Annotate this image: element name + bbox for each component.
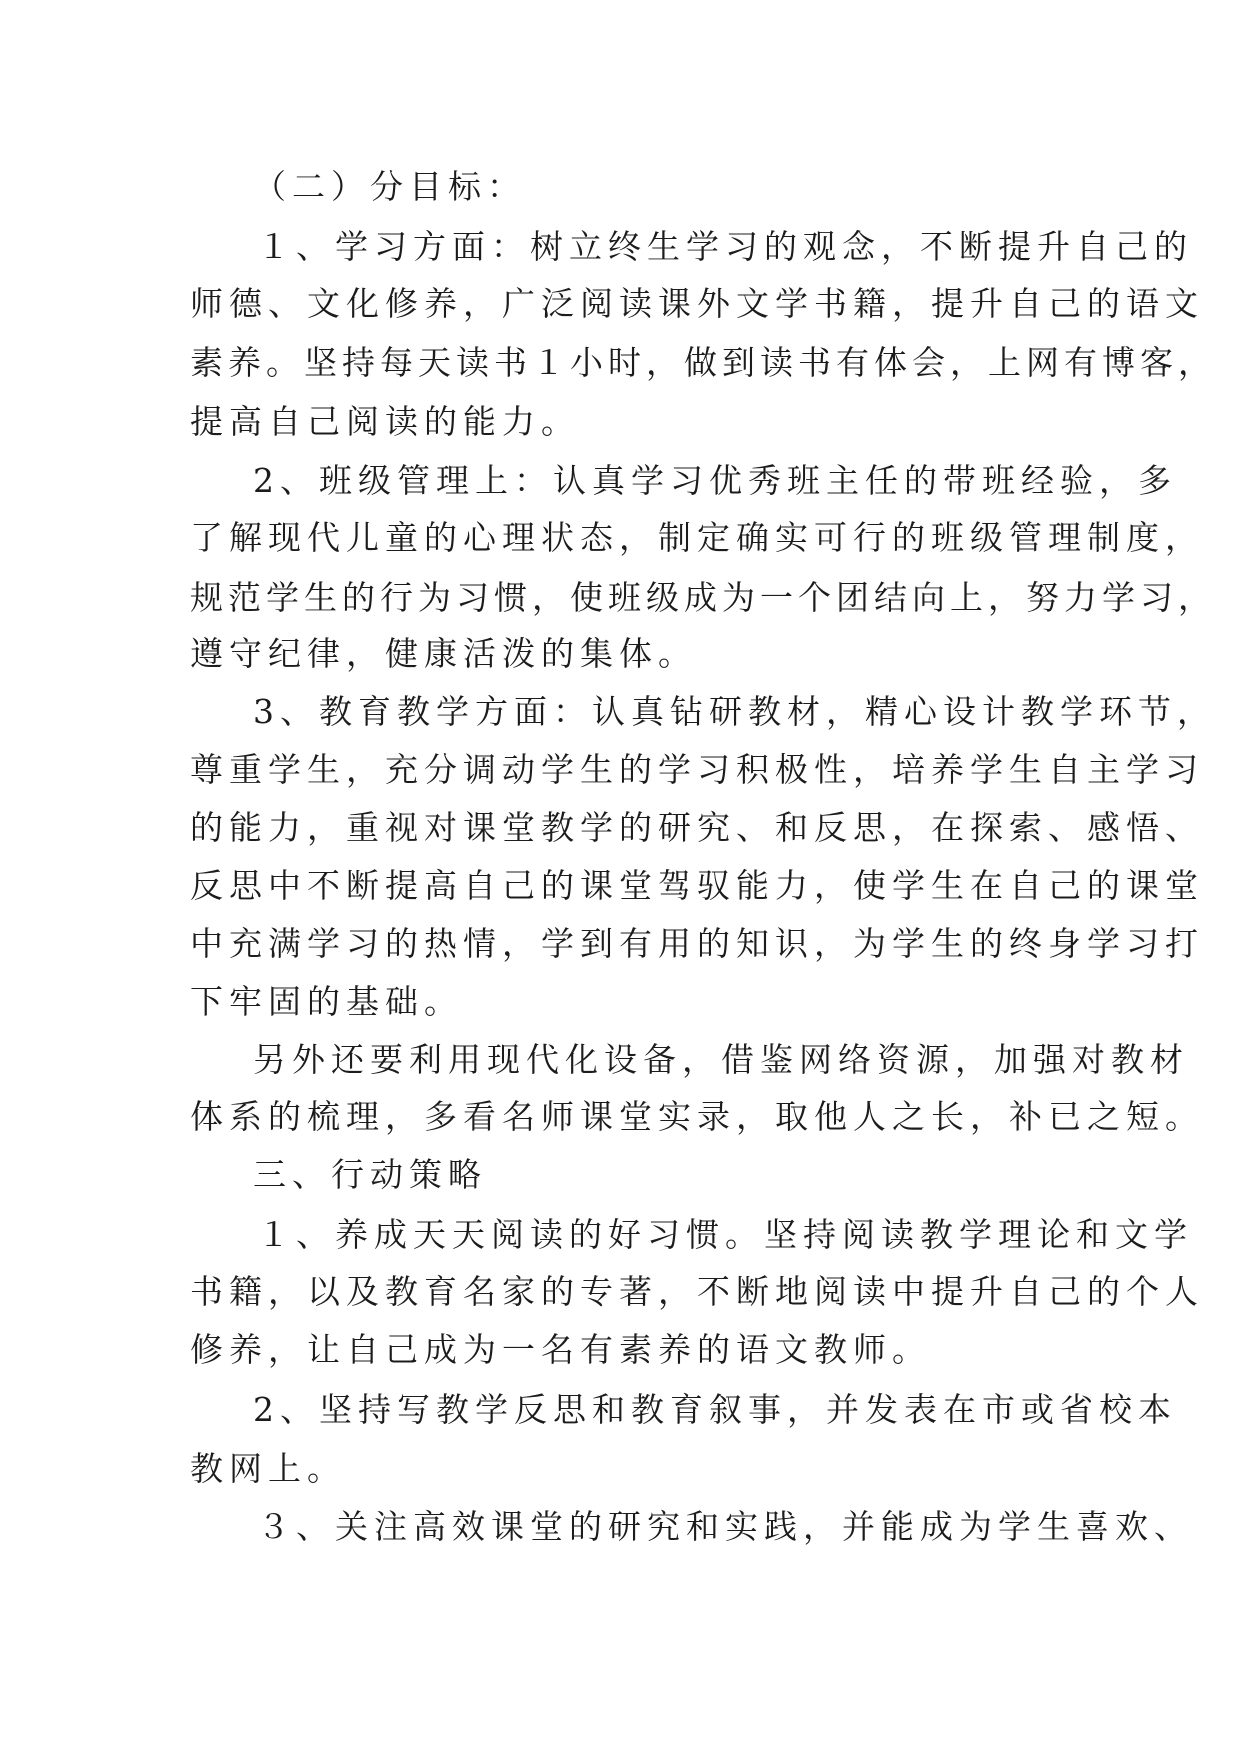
text-line: 了解现代儿童的心理状态，制定确实可行的班级管理制度， [190, 518, 1204, 557]
text-line: 书籍，以及教育名家的专著，不断地阅读中提升自己的个人 [190, 1272, 1204, 1311]
text-line: 师德、文化修养，广泛阅读课外文学书籍，提升自己的语文 [190, 284, 1204, 323]
text-line: 的能力，重视对课堂教学的研究、和反思，在探索、感悟、 [190, 808, 1204, 847]
text-line: 体系的梳理，多看名师课堂实录，取他人之长，补已之短。 [190, 1097, 1204, 1136]
text-line: 下牢固的基础。 [190, 982, 463, 1021]
text-line: 尊重学生，充分调动学生的学习积极性，培养学生自主学习 [190, 750, 1204, 789]
text-line: （二）分目标： [253, 167, 526, 206]
text-line: 三、行动策略 [253, 1155, 487, 1194]
text-line: 反思中不断提高自己的课堂驾驭能力，使学生在自己的课堂 [190, 866, 1204, 905]
text-line: １、养成天天阅读的好习惯。坚持阅读教学理论和文学 [257, 1215, 1193, 1254]
text-line: 规范学生的行为习惯，使班级成为一个团结向上，努力学习， [190, 578, 1216, 617]
text-line: 3、教育教学方面：认真钻研教材，精心设计教学环节， [253, 692, 1216, 731]
text-line: ３、关注高效课堂的研究和实践，并能成为学生喜欢、 [257, 1507, 1193, 1546]
text-line: 修养，让自己成为一名有素养的语文教师。 [190, 1330, 931, 1369]
text-line: 教网上。 [190, 1449, 346, 1488]
text-line: 2、坚持写教学反思和教育叙事，并发表在市或省校本 [253, 1390, 1177, 1429]
text-line: 另外还要利用现代化设备，借鉴网络资源，加强对教材 [253, 1040, 1189, 1079]
text-line: 提高自己阅读的能力。 [190, 402, 580, 441]
text-line: 素养。坚持每天读书１小时，做到读书有体会，上网有博客， [190, 343, 1216, 382]
text-line: 遵守纪律，健康活泼的集体。 [190, 634, 697, 673]
text-line: １、学习方面：树立终生学习的观念，不断提升自己的 [257, 227, 1193, 266]
text-line: 中充满学习的热情，学到有用的知识，为学生的终身学习打 [190, 924, 1204, 963]
text-line: 2、班级管理上：认真学习优秀班主任的带班经验，多 [253, 461, 1177, 500]
